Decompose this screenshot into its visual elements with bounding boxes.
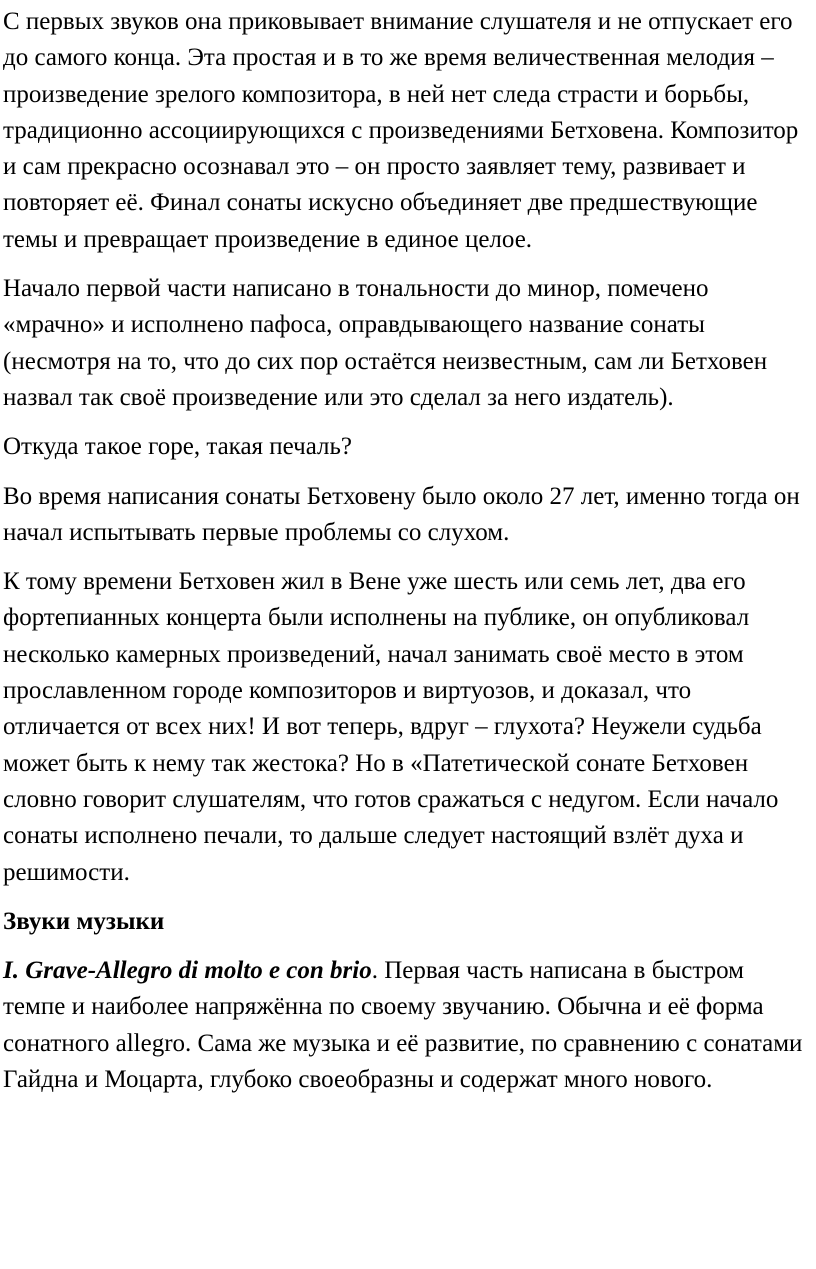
paragraph-melody: С первых звуков она приковывает внимание слушателя и не отпускает его до самого конца. Эта простая и в то же время величественная мелодия – произведение зрелого композитора, в ней нет следа страсти и борьбы, традиционно ассоциирующихся с произведениями Бетховена. Композитор и сам прекрасно осознавал это – он просто заявляет тему, развивает и повторяет её. Финал сонаты искусно объединяет две предшествующие темы и превращает произведение в единое целое. — [3, 8, 799, 253]
movement-title: I. Grave-Allegro di molto e con brio — [3, 957, 372, 985]
section-heading: Звуки музыки — [3, 907, 165, 935]
paragraph-hearing: Во время написания сонаты Бетховену было около 27 лет, именно тогда он начал испытывать первые проблемы со слухом. — [3, 482, 800, 546]
paragraph-question: Откуда такое горе, такая печаль? — [3, 433, 352, 461]
paragraph-first-movement-key: Начало первой части написано в тональности до минор, помечено «мрачно» и исполнено пафоса, оправдывающего название сонаты (несмотря на то, что до сих пор остаётся неизвестным, сам ли Бетховен назвал так своё произведение или это сделал за него издатель). — [3, 275, 768, 411]
paragraph-vienna: К тому времени Бетховен жил в Вене уже шесть или семь лет, два его фортепианных концерта были исполнены на публике, он опубликовал несколько камерных произведений, начал занимать своё место в этом прославленном городе композиторов и виртуозов, и доказал, что отличается от всех них! И вот теперь, вдруг – глухота? Неужели судьба может быть к нему так жестока? Но в «Патетической сонате Бетховен словно говорит слушателям, что готов сражаться с недугом. Если начало сонаты исполнено печали, то дальше следует настоящий взлёт духа и решимости. — [3, 568, 779, 886]
movement-description: . Первая часть написана в быстром темпе и наиболее напряжённа по своему звучанию. Обычна и её форма сонатного allegro. Сама же музыка и её развитие, по сравнению с сонатами Гайдна и Моцарта, глубоко своеобразны и содержат много нового. — [3, 957, 803, 1094]
paragraph-grave-allegro — [3, 953, 810, 1098]
